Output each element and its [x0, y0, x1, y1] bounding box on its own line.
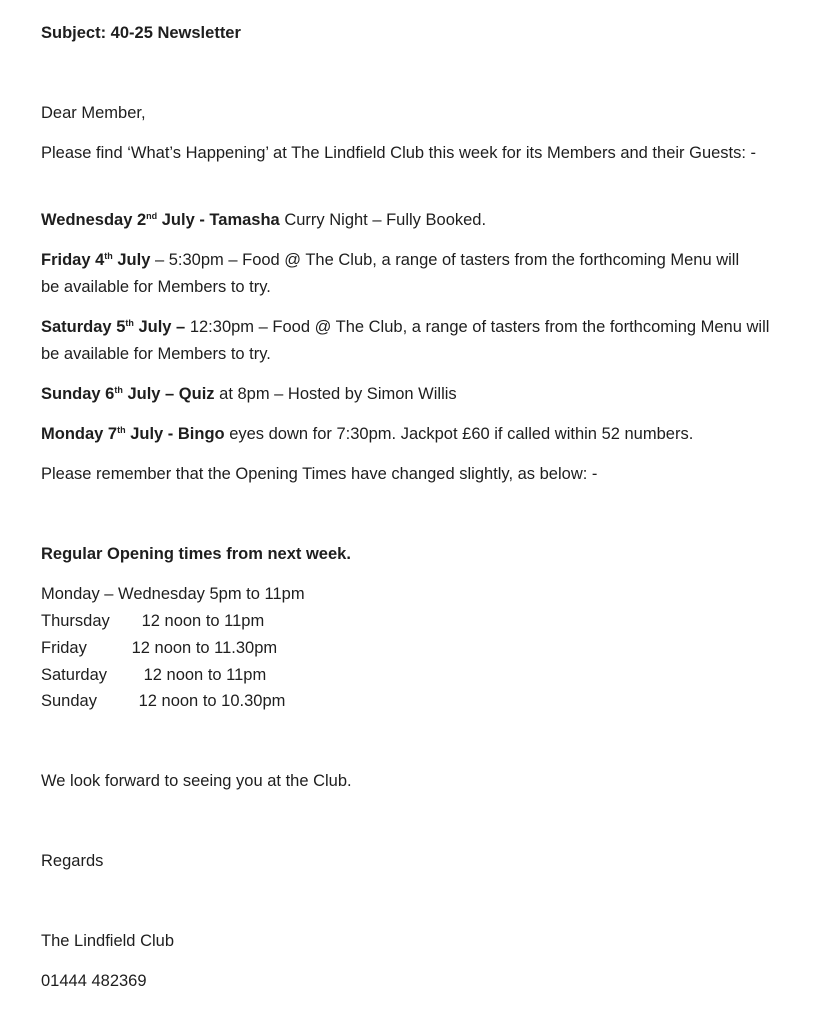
event-item: Saturday 5th July – 12:30pm – Food @ The Club, a range of tasters from the forthcoming Menu will be available for Members to try.: [41, 318, 770, 363]
reminder-text: Please remember that the Opening Times have changed slightly, as below: -: [41, 465, 598, 483]
opening-hours: 12 noon to 11pm: [141, 612, 265, 630]
event-item: Wednesday 2nd July - Tamasha Curry Night – Fully Booked.: [41, 211, 487, 229]
signature-phone: 01444 482369: [41, 972, 147, 990]
signature-name: The Lindfield Club: [41, 932, 174, 950]
opening-day: Thursday: [41, 612, 110, 630]
email-subject: Subject: 40-25 Newsletter: [41, 24, 241, 42]
opening-day: Sunday: [41, 692, 97, 710]
opening-hours: 5pm to 11pm: [209, 585, 305, 603]
signoff: Regards: [41, 852, 104, 870]
opening-times-row: [41, 608, 264, 634]
event-item: Friday 4th July – 5:30pm – Food @ The Club, a range of tasters from the forthcoming Menu will be available for Members to try.: [41, 251, 740, 296]
opening-times-row: [41, 688, 285, 714]
opening-times-heading: Regular Opening times from next week.: [41, 545, 351, 563]
opening-times-row: [41, 635, 277, 661]
opening-day: Friday: [41, 639, 87, 657]
intro-paragraph: Please find ‘What’s Happening’ at The Lindfield Club this week for its Members and their Guests: -: [41, 144, 757, 162]
closing-line: We look forward to seeing you at the Club.: [41, 772, 352, 790]
event-item: Monday 7th July - Bingo eyes down for 7:30pm. Jackpot £60 if called within 52 numbers.: [41, 425, 694, 443]
opening-hours: 12 noon to 10.30pm: [138, 692, 286, 710]
opening-times-row: [41, 662, 266, 688]
opening-day: Monday – Wednesday: [41, 585, 205, 603]
opening-times-row: [41, 581, 305, 607]
opening-hours: 12 noon to 11.30pm: [131, 639, 278, 657]
greeting: Dear Member,: [41, 104, 146, 122]
opening-hours: 12 noon to 11pm: [143, 666, 267, 684]
opening-day: Saturday: [41, 666, 108, 684]
event-item: Sunday 6th July – Quiz at 8pm – Hosted by Simon Willis: [41, 385, 457, 403]
